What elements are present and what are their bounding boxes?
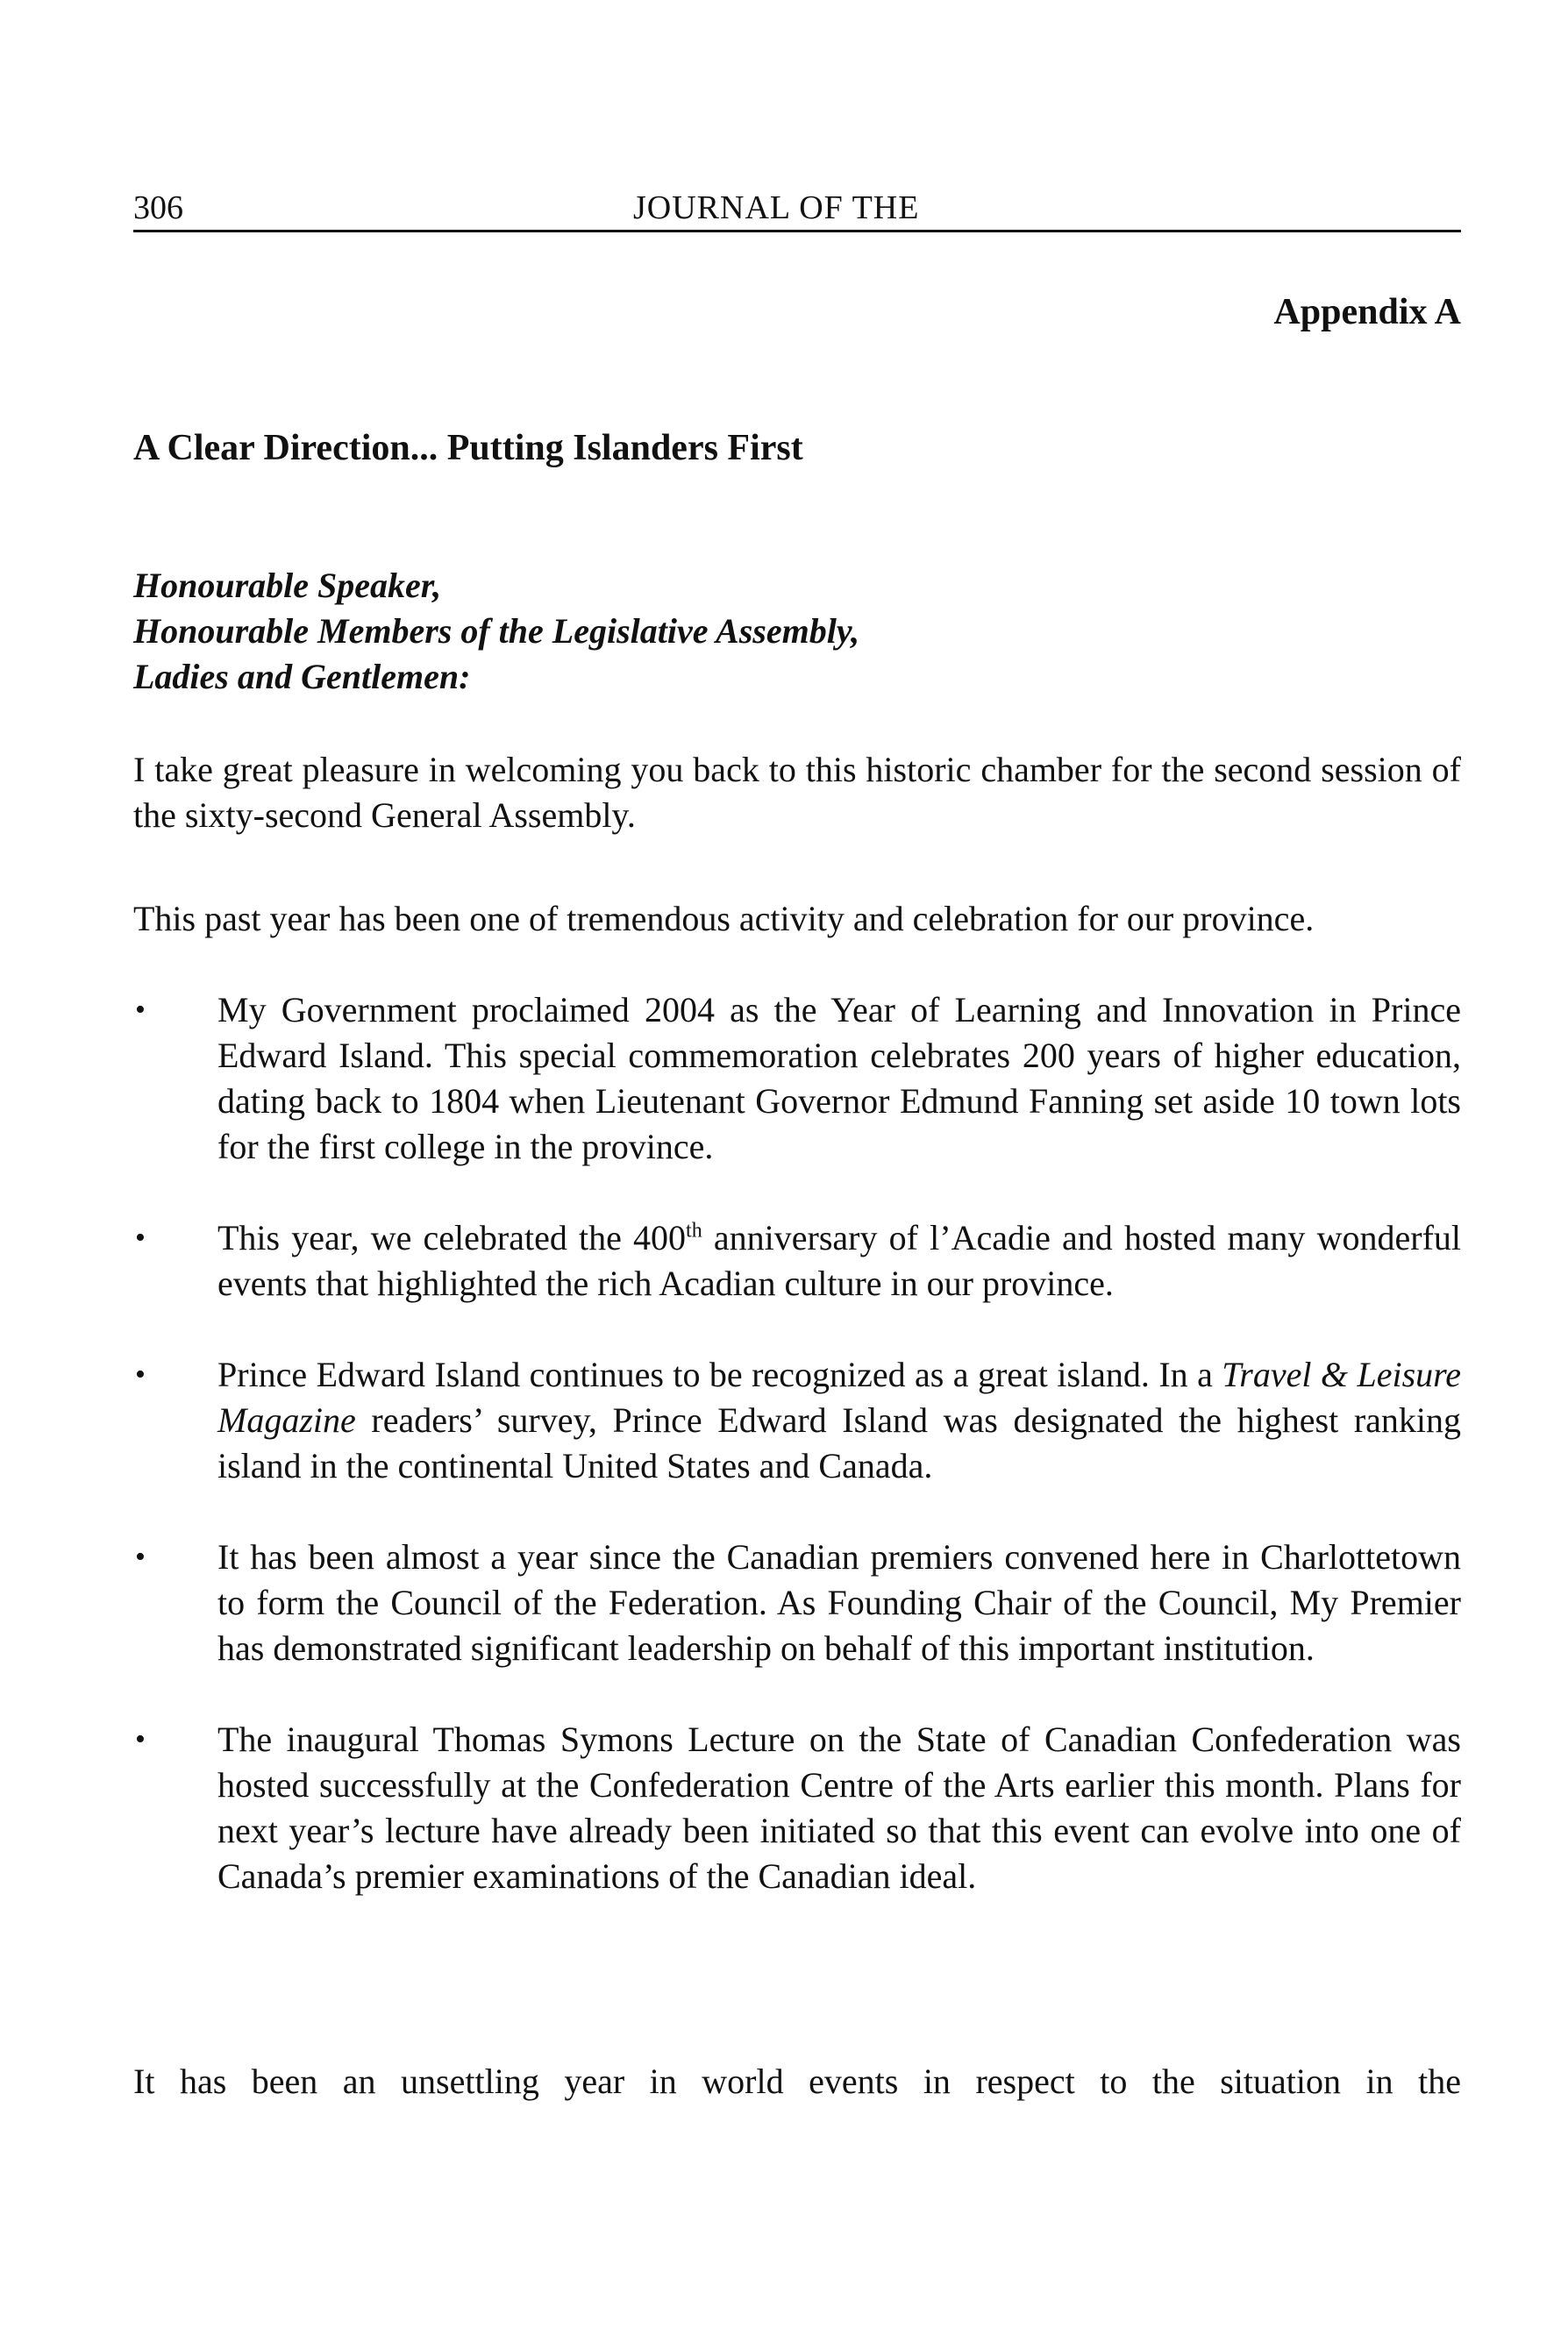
bullet-text [217, 1352, 1461, 1489]
bullet-text [217, 1215, 1461, 1307]
page-number: 306 [133, 189, 183, 226]
document-page [133, 0, 1461, 2336]
salutation-line-3: Ladies and Gentlemen: [133, 657, 471, 696]
bullet-item-learning [133, 987, 1461, 1170]
bullet-item-council-federation [133, 1535, 1461, 1671]
paragraph-past-year: This past year has been one of tremendous activity and celebration for our province. [133, 899, 1315, 938]
appendix-label: Appendix A [1273, 292, 1461, 332]
running-head: JOURNAL OF THE [633, 189, 920, 226]
document-title: A Clear Direction... Putting Islanders First [133, 428, 803, 468]
bullet-icon: • [135, 1358, 146, 1391]
bullet-text: My Government proclaimed 2004 as the Year of Learning and Innovation in Prince Edward Island. This special commemoration celebrates 200 years of higher education, dating back to 1804 when Lieutenant Governor Edmund Fanning set aside 10 town lots for the first college in the province. [217, 990, 1461, 1166]
bullet-icon: • [135, 1221, 146, 1254]
bullet-icon: • [135, 1541, 146, 1573]
bullet-icon: • [135, 1723, 146, 1756]
bullet-text: It has been almost a year since the Canadian premiers convened here in Charlottetown to form the Council of the Federation. As Founding Chair of the Council, My Premier has demonstrated significant leadership on behalf of this important institution. [217, 1537, 1461, 1668]
magazine-title: Travel & Leisure Magazine [217, 1355, 1461, 1440]
salutation-line-2: Honourable Members of the Legislative Assembly, [133, 611, 860, 651]
salutation-line-1: Honourable Speaker, [133, 566, 442, 605]
bullet-text-part: Prince Edward Island continues to be recognized as a great island. In a [217, 1355, 1222, 1394]
bullet-text: The inaugural Thomas Symons Lecture on the State of Canadian Confederation was hosted successfully at the Confederation Centre of the Arts earlier this month. Plans for next year’s lecture have already been initiated so that this event can evolve into one of Canada’s premier examinations of the Canadian ideal. [217, 1720, 1461, 1896]
paragraph-opening: I take great pleasure in welcoming you back to this historic chamber for the second session of the sixty-second General Assembly. [133, 750, 1461, 835]
page-header [133, 186, 1461, 232]
salutation [133, 563, 859, 700]
bullet-item-symons-lecture [133, 1717, 1461, 1899]
bullet-text-part: This year, we celebrated the 400 [217, 1218, 687, 1257]
bullet-item-acadie [133, 1215, 1461, 1307]
bullet-list [133, 987, 1461, 1945]
bullet-text-part: anniversary of l’Acadie and hosted many wonderful events that highlighted the rich Acadian culture in our province. [217, 1218, 1461, 1303]
ordinal-suffix: th [686, 1219, 702, 1243]
bullet-item-great-island [133, 1352, 1461, 1489]
bullet-text-part: readers’ survey, Prince Edward Island was designated the highest ranking island in the continental United States and Canada. [217, 1400, 1461, 1485]
bullet-icon: • [135, 994, 146, 1026]
paragraph-world-events: It has been an unsettling year in world events in respect to the situation in the [133, 2062, 1461, 2101]
